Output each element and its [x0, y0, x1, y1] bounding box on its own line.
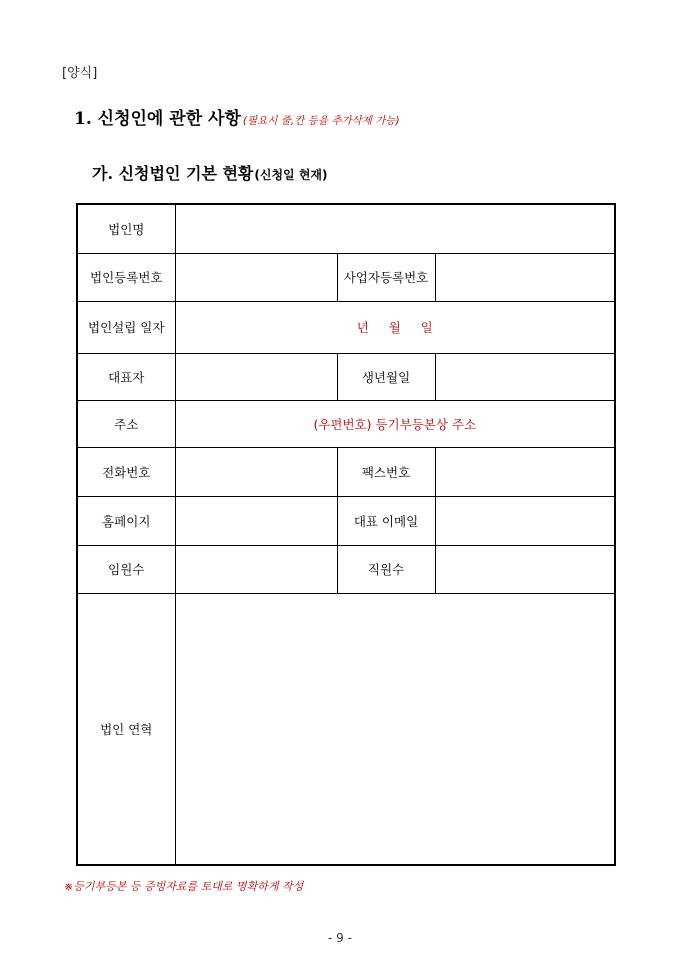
biz-reg-no-field[interactable] — [435, 253, 615, 301]
address-label: 주소 — [77, 400, 175, 447]
employees-field[interactable] — [435, 545, 615, 593]
corporation-info-table — [76, 203, 616, 866]
employees-label: 직원수 — [337, 545, 435, 593]
corp-reg-no-label: 법인등록번호 — [77, 253, 175, 301]
page-number: - 9 - — [328, 931, 352, 945]
homepage-label: 홈페이지 — [77, 496, 175, 545]
footnote: ※등기부등본 등 증빙자료를 토대로 명확하게 작성 — [64, 880, 304, 893]
fax-field[interactable] — [435, 447, 615, 496]
fax-label: 팩스번호 — [337, 447, 435, 496]
phone-label: 전화번호 — [77, 447, 175, 496]
subsection-title — [92, 161, 328, 184]
corp-status-label: 법인 연혁 — [77, 593, 175, 865]
section-title — [74, 104, 400, 129]
biz-reg-no-label: 사업자등록번호 — [337, 253, 435, 301]
representative-label: 대표자 — [77, 353, 175, 400]
corp-name-label: 법인명 — [77, 204, 175, 253]
address-field[interactable]: (우편번호) 등기부등본상 주소 — [175, 400, 615, 447]
section-note: (필요시 줄,칸 등을 추가삭제 가능) — [242, 115, 400, 127]
section-title-text: 1. 신청인에 관한 사항 — [74, 109, 241, 129]
homepage-field[interactable] — [175, 496, 337, 545]
corp-name-field[interactable] — [175, 204, 615, 253]
rep-email-label: 대표 이메일 — [337, 496, 435, 545]
establish-date-field[interactable]: 년 월 일 — [175, 301, 615, 353]
subsection-title-text: 가. 신청법인 기본 현황 — [92, 164, 254, 183]
phone-field[interactable] — [175, 447, 337, 496]
establish-date-label: 법인설립 일자 — [77, 301, 175, 353]
subsection-note: (신청일 현재) — [254, 168, 328, 182]
birth-date-label: 생년월일 — [337, 353, 435, 400]
executives-field[interactable] — [175, 545, 337, 593]
executives-label: 임원수 — [77, 545, 175, 593]
corp-reg-no-field[interactable] — [175, 253, 337, 301]
representative-field[interactable] — [175, 353, 337, 400]
corp-status-field[interactable] — [175, 593, 615, 865]
rep-email-field[interactable] — [435, 496, 615, 545]
form-tag: [양식] — [62, 66, 98, 81]
birth-date-field[interactable] — [435, 353, 615, 400]
